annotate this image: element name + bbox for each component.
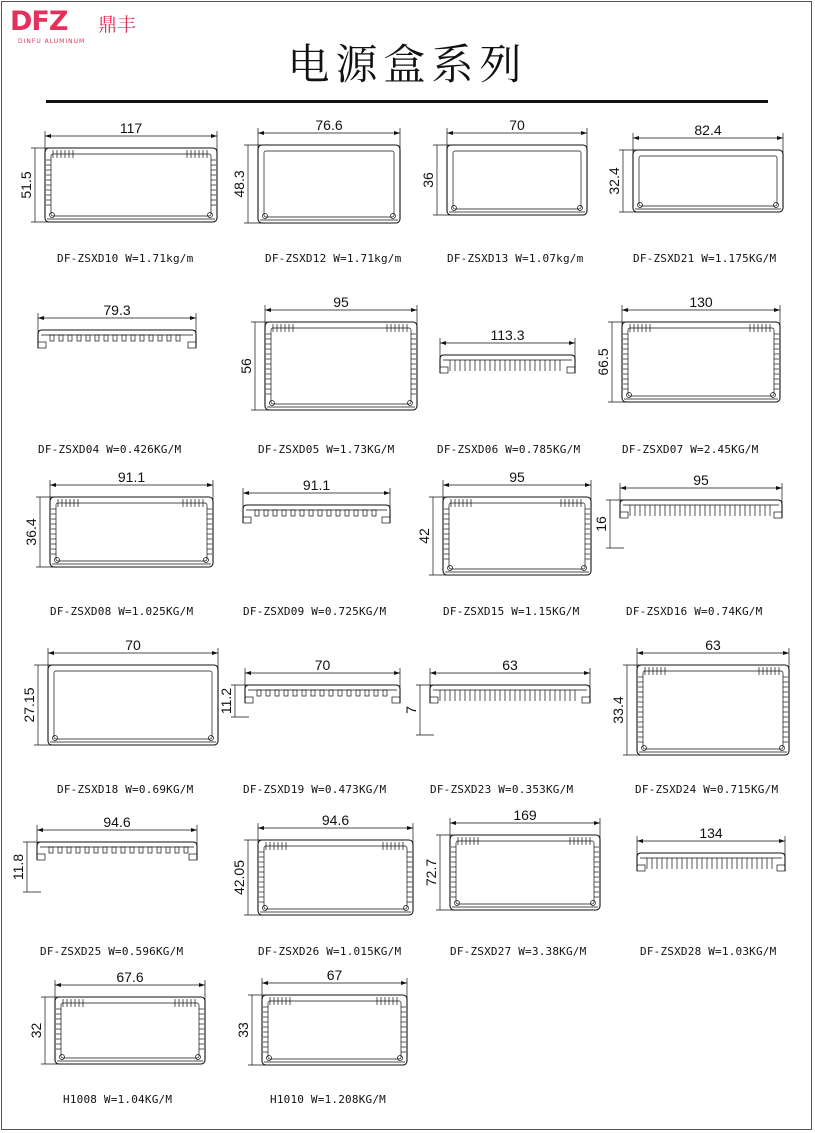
product-caption: DF-ZSXD08 W=1.025KG/M (50, 605, 194, 618)
width-dimension-label: 94.6 (103, 814, 131, 830)
product-caption: DF-ZSXD05 W=1.73KG/M (258, 443, 395, 456)
profile-outline (633, 150, 783, 212)
profile-outline (50, 497, 213, 567)
width-dimension-label: 130 (689, 294, 713, 310)
profile-drawing (15, 967, 245, 1094)
product-caption: DF-ZSXD24 W=0.715KG/M (635, 783, 779, 796)
height-dimension-label: 11.2 (218, 687, 234, 715)
profile-drawing (582, 292, 815, 432)
height-dimension-label: 48.3 (231, 170, 247, 198)
width-dimension-label: 67.6 (116, 969, 144, 985)
product-caption: H1010 W=1.208KG/M (270, 1093, 386, 1106)
profile-drawing (390, 655, 630, 765)
product-caption: DF-ZSXD09 W=0.725KG/M (243, 605, 387, 618)
height-dimension-label: 56 (238, 358, 254, 374)
width-dimension-label: 91.1 (302, 477, 331, 493)
width-dimension-label: 169 (513, 807, 537, 823)
product-caption: DF-ZSXD28 W=1.03KG/M (640, 945, 777, 958)
profile-drawing (580, 470, 815, 578)
product-caption: DF-ZSXD07 W=2.45KG/M (622, 443, 759, 456)
width-dimension-label: 134 (699, 825, 723, 841)
width-dimension-label: 117 (119, 120, 143, 136)
height-dimension-label: 11.8 (10, 853, 26, 881)
profile-drawing (0, 300, 236, 390)
page-title: 电源盒系列 (287, 40, 528, 89)
profile-outline (430, 685, 590, 703)
product-caption: DF-ZSXD27 W=3.38KG/M (450, 945, 587, 958)
width-dimension-label: 70 (509, 117, 525, 133)
height-dimension-label: 42.05 (231, 859, 247, 896)
profile-outline (440, 355, 575, 373)
width-dimension-label: 63 (705, 637, 721, 653)
profile-outline (637, 853, 785, 871)
height-dimension-label: 32.4 (606, 167, 622, 195)
width-dimension-label: 70 (314, 657, 331, 673)
profile-drawing (222, 965, 447, 1095)
profile-outline (37, 842, 197, 860)
width-dimension-label: 94.6 (321, 812, 350, 828)
width-dimension-label: 79.3 (103, 302, 131, 318)
profile-drawing (597, 635, 815, 785)
profile-outline (55, 997, 205, 1064)
profile-outline (443, 497, 591, 575)
height-dimension-label: 7 (403, 706, 419, 714)
profile-drawing (0, 812, 237, 922)
logo-english-name: DINFU ALUMINUM (18, 38, 86, 45)
width-dimension-label: 113.3 (490, 327, 525, 343)
profile-outline (450, 835, 600, 910)
profile-drawing (597, 823, 815, 928)
product-caption: DF-ZSXD25 W=0.596KG/M (40, 945, 184, 958)
profile-outline (243, 505, 390, 523)
profile-outline (265, 322, 417, 410)
height-dimension-label: 66.5 (595, 348, 611, 376)
profile-outline (637, 665, 789, 755)
product-caption: DF-ZSXD06 W=0.785KG/M (437, 443, 581, 456)
profile-drawing (593, 120, 815, 242)
product-caption: DF-ZSXD10 W=1.71kg/m (57, 252, 194, 265)
product-caption: DF-ZSXD15 W=1.15KG/M (443, 605, 580, 618)
width-dimension-label: 76.6 (315, 117, 343, 133)
profile-outline (447, 145, 587, 215)
product-caption: DF-ZSXD18 W=0.69KG/M (57, 783, 194, 796)
width-dimension-label: 82.4 (694, 122, 722, 138)
product-caption: DF-ZSXD12 W=1.71kg/m (265, 252, 402, 265)
product-caption: DF-ZSXD19 W=0.473KG/M (243, 783, 387, 796)
height-dimension-label: 27.15 (21, 687, 37, 723)
profile-outline (258, 145, 400, 223)
profile-outline (620, 500, 782, 518)
profile-drawing (203, 475, 430, 587)
height-dimension-label: 42 (416, 528, 432, 544)
width-dimension-label: 67 (326, 967, 343, 983)
width-dimension-label: 95 (333, 294, 349, 310)
height-dimension-label: 36 (420, 172, 436, 188)
product-caption: DF-ZSXD16 W=0.74KG/M (626, 605, 763, 618)
product-caption: H1008 W=1.04KG/M (63, 1093, 173, 1106)
profile-outline (245, 685, 400, 703)
height-dimension-label: 51.5 (18, 171, 34, 199)
profile-outline (622, 322, 780, 402)
width-dimension-label: 91.1 (117, 469, 146, 485)
height-dimension-label: 33 (235, 1022, 251, 1038)
profile-outline (45, 148, 217, 222)
height-dimension-label: 36.4 (23, 518, 39, 546)
product-caption: DF-ZSXD13 W=1.07kg/m (447, 252, 584, 265)
height-dimension-label: 72.7 (423, 858, 439, 887)
profile-outline (38, 330, 196, 348)
title-underline (46, 100, 768, 103)
product-caption: DF-ZSXD21 W=1.175KG/M (633, 252, 777, 265)
product-caption: DF-ZSXD23 W=0.353KG/M (430, 783, 574, 796)
product-caption: DF-ZSXD04 W=0.426KG/M (38, 443, 182, 456)
width-dimension-label: 95 (509, 469, 525, 485)
profile-outline (262, 995, 407, 1065)
logo-mark: DFZ (10, 6, 68, 37)
width-dimension-label: 63 (502, 657, 518, 673)
height-dimension-label: 32 (28, 1022, 44, 1039)
logo-chinese-name: 鼎丰 (98, 14, 137, 36)
width-dimension-label: 70 (125, 637, 141, 653)
height-dimension-label: 33.4 (610, 696, 626, 724)
width-dimension-label: 95 (693, 472, 709, 488)
profile-outline (48, 665, 218, 745)
product-caption: DF-ZSXD26 W=1.015KG/M (258, 945, 402, 958)
profile-outline (258, 840, 413, 915)
height-dimension-label: 16 (593, 516, 609, 532)
